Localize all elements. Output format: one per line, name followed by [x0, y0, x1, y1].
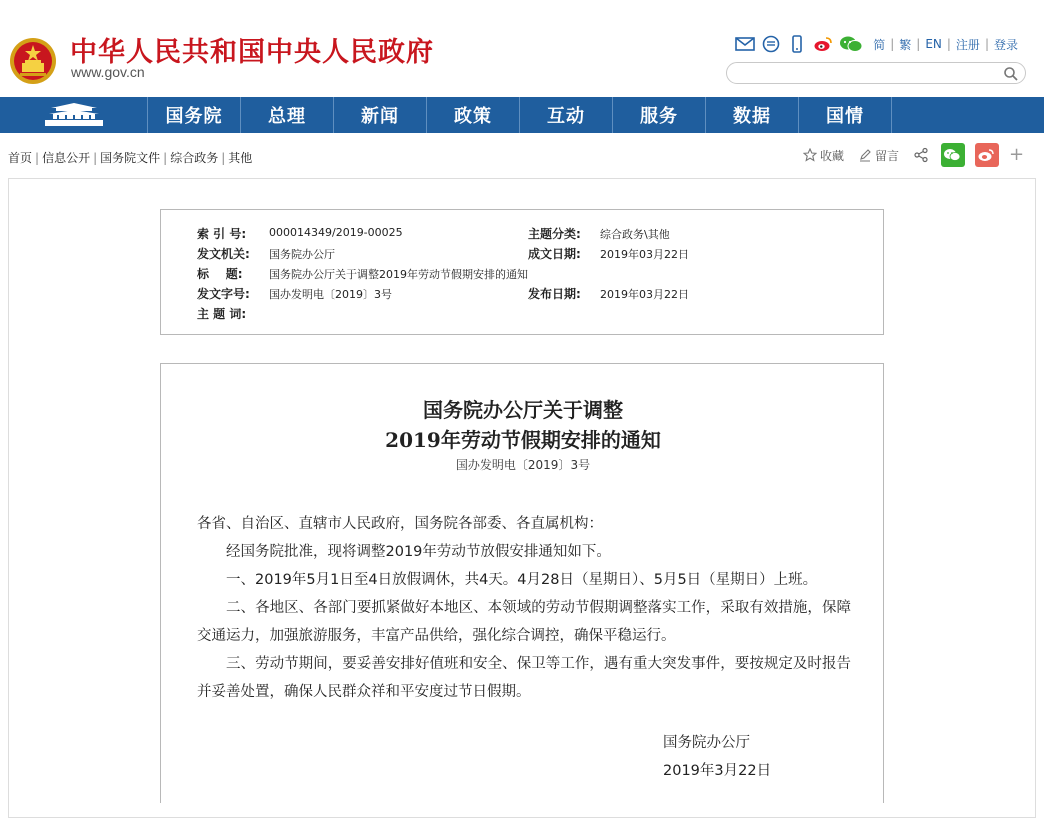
weibo-icon: [977, 148, 995, 162]
meta-publish-date-label: 发布日期:: [528, 287, 581, 301]
document-addressee: 各省、自治区、直辖市人民政府，国务院各部委、各直属机构：: [197, 516, 603, 532]
breadcrumb-separator: |: [35, 151, 40, 165]
document-paragraph: 二、各地区、各部门要抓紧做好本地区、本领域的劳动节假期调整落实工作，采取有效措施，保障交通运力，加强旅游服务，丰富产品供给，强化综合调控，确保平稳运行。: [197, 600, 851, 644]
nav-item-state-council[interactable]: 国务院: [148, 97, 241, 133]
meta-index-row: [197, 225, 246, 242]
meta-topic-row: [528, 225, 581, 242]
comment-button[interactable]: [858, 147, 899, 164]
document-paragraph: 经国务院批准，现将调整2019年劳动节放假安排通知如下。: [226, 544, 611, 560]
nav-item-data[interactable]: 数据: [706, 97, 799, 133]
traditional-chinese-link[interactable]: 繁: [899, 37, 912, 52]
meta-issuer-value: 国务院办公厅: [269, 248, 335, 261]
meta-keywords-label: 主 题 词:: [197, 307, 247, 321]
national-emblem-icon[interactable]: [8, 36, 58, 86]
english-link[interactable]: EN: [925, 37, 942, 51]
breadcrumb-separator: |: [221, 151, 226, 165]
site-url[interactable]: www.gov.cn: [71, 64, 145, 80]
mobile-icon[interactable]: [787, 35, 807, 53]
top-toolbar: [735, 35, 1022, 53]
nav-item-news[interactable]: 新闻: [334, 97, 427, 133]
meta-title-label: 标 题:: [197, 267, 243, 281]
site-title[interactable]: 中华人民共和国中央人民政府: [70, 37, 434, 68]
favorite-label: 收藏: [820, 148, 845, 163]
breadcrumb-other[interactable]: 其他: [228, 151, 253, 165]
breadcrumb-separator: |: [93, 151, 98, 165]
more-share-icon[interactable]: +: [1009, 144, 1025, 165]
wechat-icon: [943, 148, 961, 162]
nav-item-policy[interactable]: 政策: [427, 97, 520, 133]
site-header: [0, 0, 1044, 96]
meta-written-date-value: 2019年03月22日: [600, 248, 689, 261]
meta-doc-no-label: 发文字号:: [197, 287, 250, 301]
document-body-box: [160, 363, 884, 803]
meta-keywords-row: [197, 305, 246, 322]
meta-topic-value: 综合政务\其他: [600, 228, 670, 241]
main-nav: [0, 97, 1044, 133]
share-icon[interactable]: [913, 147, 929, 163]
nav-home-button[interactable]: [0, 97, 148, 133]
meta-issuer-row: [197, 245, 250, 262]
meta-written-date-row: [528, 245, 581, 262]
nav-item-premier[interactable]: 总理: [241, 97, 334, 133]
tiananmen-icon: [43, 102, 105, 128]
comment-label: 留言: [875, 148, 900, 163]
nav-item-national-info[interactable]: 国情: [799, 97, 892, 133]
nav-item-services[interactable]: 服务: [613, 97, 706, 133]
meta-index-value: 000014349/2019-00025: [269, 226, 403, 239]
breadcrumb-general-affairs[interactable]: 综合政务: [170, 151, 219, 165]
meta-title-value: 国务院办公厅关于调整2019年劳动节假期安排的通知: [269, 268, 528, 281]
breadcrumb-state-council-docs[interactable]: 国务院文件: [100, 151, 161, 165]
document-signature: 国务院办公厅: [663, 735, 750, 751]
document-date: 2019年3月22日: [663, 763, 772, 779]
share-weibo-button[interactable]: [975, 143, 999, 167]
separator: |: [984, 37, 989, 51]
separator: |: [946, 37, 951, 51]
meta-publish-date-value: 2019年03月22日: [600, 288, 689, 301]
share-toolbar: [803, 143, 1024, 167]
meta-doc-no-value: 国办发明电〔2019〕3号: [269, 288, 392, 301]
meta-topic-label: 主题分类:: [528, 227, 581, 241]
login-link[interactable]: 登录: [993, 37, 1018, 52]
document-metadata-box: [160, 209, 884, 335]
share-wechat-button[interactable]: [941, 143, 965, 167]
search-icon[interactable]: [1003, 66, 1019, 82]
weibo-icon[interactable]: [813, 35, 833, 53]
separator: |: [916, 37, 921, 51]
meta-doc-no-row: [197, 285, 250, 302]
document-title-line1: 国务院办公厅关于调整: [423, 398, 623, 422]
simplified-chinese-link[interactable]: 简: [873, 37, 886, 52]
favorite-button[interactable]: [803, 147, 844, 164]
pen-icon: [858, 148, 872, 162]
document-number: 国办发明电〔2019〕3号: [455, 458, 591, 472]
nav-item-interaction[interactable]: 互动: [520, 97, 613, 133]
search-input[interactable]: [726, 62, 1026, 84]
separator: |: [890, 37, 895, 51]
star-icon: [803, 148, 817, 162]
document-text: [197, 510, 851, 706]
document-paragraph: 三、劳动节期间，要妥善安排好值班和安全、保卫等工作，遇有重大突发事件，要按规定及时报告并妥善处置，确保人民群众祥和平安度过节日假期。: [197, 656, 851, 700]
meta-publish-date-row: [528, 285, 581, 302]
breadcrumb-info-disclosure[interactable]: 信息公开: [42, 151, 91, 165]
document-title-line2: 2019年劳动节假期安排的通知: [385, 428, 661, 452]
breadcrumb: [8, 149, 252, 166]
meta-index-label: 索 引 号:: [197, 227, 247, 241]
message-icon[interactable]: [761, 35, 781, 53]
wechat-icon[interactable]: [839, 35, 863, 53]
register-link[interactable]: 注册: [955, 37, 980, 52]
breadcrumb-home[interactable]: 首页: [8, 151, 33, 165]
meta-issuer-label: 发文机关:: [197, 247, 250, 261]
mail-icon[interactable]: [735, 35, 755, 53]
meta-title-row: [197, 265, 243, 282]
meta-written-date-label: 成文日期:: [528, 247, 581, 261]
breadcrumb-separator: |: [163, 151, 168, 165]
document-paragraph: 一、2019年5月1日至4日放假调休，共4天。4月28日（星期日）、5月5日（星期日）上班。: [226, 572, 818, 588]
